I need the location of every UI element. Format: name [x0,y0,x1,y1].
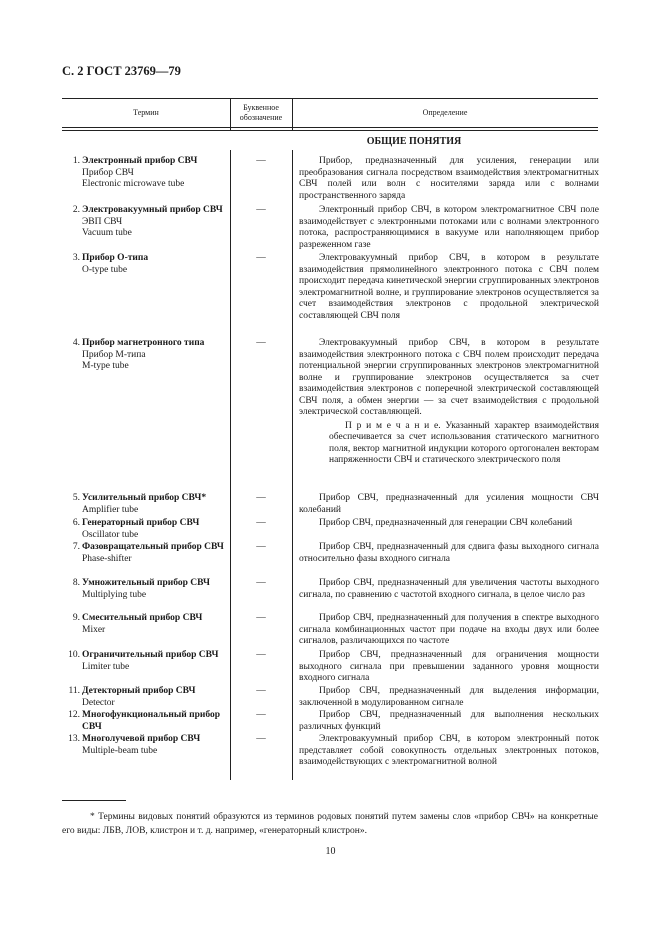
note-text: П р и м е ч а н и е. Указанный характер взаимодействия обеспечивается за счет использования статического магнитного поля, вектор магнитной индукции которого ортогонален векторам напряженности СВЧ и статического электрического поля [329,420,599,465]
term-number: 12. [68,710,80,720]
term-name: Многофункциональный прибор СВЧ [82,710,221,732]
term-english: Multiple-beam tube [82,745,158,756]
term-number: 1. [72,156,80,166]
term-synonym: Прибор М-типа [82,349,146,360]
document-header: С. 2 ГОСТ 23769—79 [62,64,181,78]
letter-designation: — [256,253,266,263]
definition [299,156,599,202]
term-cell [82,156,232,191]
definition-text: Электровакуумный прибор СВЧ, в котором в результате взаимодействия электронного потока с СВЧ полем происходит передача потенциальной энергии сгруппированных электронов электромагнитной волне и группирование электронов осуществляется за счет взаимодействия электронов с поперечной электрической составляющей СВЧ поля, а обмен энергии — за счет взаимодействия с продольной электрической составляющей. [299,338,599,417]
term-number: 13. [68,734,80,744]
definition [299,650,599,685]
definition-note [299,421,599,467]
term-number: 9. [72,613,80,623]
letter-designation: — [256,338,266,348]
definition [299,686,599,709]
letter-designation: — [256,156,266,166]
letter-designation: — [256,710,266,720]
term-name: Ограничительный прибор СВЧ [82,650,219,660]
definition-text: Прибор СВЧ, предназначенный для усиления мощности СВЧ колебаний [299,493,599,515]
term-number: 2. [72,205,80,215]
term-cell [82,205,232,240]
term-english: Multiplying tube [82,589,147,600]
term-cell [82,613,232,636]
definition [299,613,599,648]
term-synonym: ЭВП СВЧ [82,216,123,227]
term-cell [82,253,232,276]
section-title: ОБЩИЕ ПОНЯТИЯ [366,136,462,147]
term-cell [82,710,232,733]
column-header-definition: Определение [422,108,468,117]
term-name: Усилительный прибор СВЧ* [82,493,207,503]
term-english: Detector [82,697,115,708]
letter-designation: — [256,734,266,744]
term-english: O-type tube [82,264,128,275]
definition-text: Прибор, предназначенный для усиления, генерации или преобразования сигнала посредством взаимодействия электромагнитных СВЧ полей или волн с носителями заряда или с волнами пространственного заряда [299,156,599,201]
table-header-rule-double [62,130,598,131]
term-cell [82,650,232,673]
definition-text: Прибор СВЧ, предназначенный для ограничения мощности выходного сигнала при превышении заданного уровня мощности входного сигнала [299,650,599,683]
letter-designation: — [256,518,266,528]
term-number: 6. [72,518,80,528]
column-header-letter: Буквенное обозначение [239,103,283,122]
term-english: Phase-shifter [82,553,132,564]
definition [299,518,599,530]
definition [299,710,599,733]
definition [299,578,599,601]
term-synonym: Прибор СВЧ [82,167,134,178]
term-name: Генераторный прибор СВЧ [82,518,200,528]
definition-text: Прибор СВЧ, предназначенный для сдвига фазы выходного сигнала относительно фазы входного сигнала [299,542,599,564]
term-number: 7. [72,542,80,552]
footnote-rule [62,800,126,801]
term-english: Vacuum tube [82,228,132,238]
page-number: 10 [325,846,336,857]
definition [299,542,599,565]
definition [299,734,599,769]
term-number: 11. [68,686,80,696]
definition-text: Прибор СВЧ, предназначенный для генерации СВЧ колебаний [319,518,573,528]
letter-designation: — [256,205,266,215]
letter-designation: — [256,493,266,503]
term-cell [82,493,232,516]
term-name: Смесительный прибор СВЧ [82,613,203,623]
term-cell [82,338,232,373]
definition-text: Прибор СВЧ, предназначенный для получения в спектре выходного сигнала комбинационных частот при подаче на входы двух или более сигналов, различающихся по частоте [299,613,599,646]
term-number: 10. [68,650,80,660]
term-english: Amplifier tube [82,504,139,515]
definition [299,205,599,251]
footnote: * Термины видовых понятий образуются из терминов родовых понятий путем замены слов «прибор СВЧ» на конкретные его виды: ЛБВ, ЛОВ, клистрон и т. д. например, «генераторный клистрон». [62,812,598,836]
term-cell [82,578,232,601]
definition-text: Электронный прибор СВЧ, в котором электромагнитное СВЧ поле взаимодействует с электронными потоками или с волнами электронного потока, распространяющимися в вакууме или наполняющем прибор разреженном газе [299,205,599,250]
column-header-term: Термин [133,108,159,117]
definition-text: Прибор СВЧ, предназначенный для выделения информации, заключенной в модулированном сигнале [299,686,599,708]
term-name: Электровакуумный прибор СВЧ [82,205,223,215]
term-cell [82,518,232,541]
definition-text: Прибор СВЧ, предназначенный для выполнения нескольких различных функций [299,710,599,732]
term-number: 8. [72,578,80,588]
letter-designation: — [256,686,266,696]
term-cell [82,686,232,709]
letter-designation: — [256,650,266,660]
term-number: 3. [72,253,80,263]
letter-designation: — [256,542,266,552]
term-name: Фазовращательный прибор СВЧ [82,542,224,552]
definition [299,338,599,467]
table-header-rule [62,127,598,128]
definition [299,253,599,322]
term-english: Electronic microwave tube [82,179,185,189]
term-name: Прибор О-типа [82,253,149,263]
term-number: 5. [72,493,80,503]
term-cell [82,734,232,757]
definition-text: Электровакуумный прибор СВЧ, в котором в результате взаимодействия прямолинейного электронного потока с СВЧ полем происходит передача кинетической энергии сгруппированных электронов электромагнитной волне, и группирование электронов осуществляется за счет взаимодействия электронов с продольной электрической составляющей СВЧ поля [299,253,599,321]
definition-text: Электровакуумный прибор СВЧ, в котором электронный поток представляет собой совокупность отдельных электронных потоков, взаимодействующих с электромагнитной волной [299,734,599,767]
term-name: Электронный прибор СВЧ [82,156,198,166]
term-english: Limiter tube [82,661,130,672]
term-name: Многолучевой прибор СВЧ [82,734,201,744]
letter-designation: — [256,613,266,623]
term-name: Прибор магнетронного типа [82,338,205,348]
table-top-rule [62,98,598,99]
term-number: 4. [72,338,80,348]
letter-designation: — [256,578,266,588]
term-name: Детекторный прибор СВЧ [82,686,196,696]
term-english: Mixer [82,624,106,635]
column-divider [292,150,293,780]
term-english: M-type tube [82,361,129,371]
definition [299,493,599,516]
term-cell [82,542,232,565]
term-english: Oscillator tube [82,529,139,540]
term-name: Умножительный прибор СВЧ [82,578,210,588]
definition-text: Прибор СВЧ, предназначенный для увеличения частоты выходного сигнала, по сравнению с частотой входного сигнала, в целое число раз [299,578,599,600]
